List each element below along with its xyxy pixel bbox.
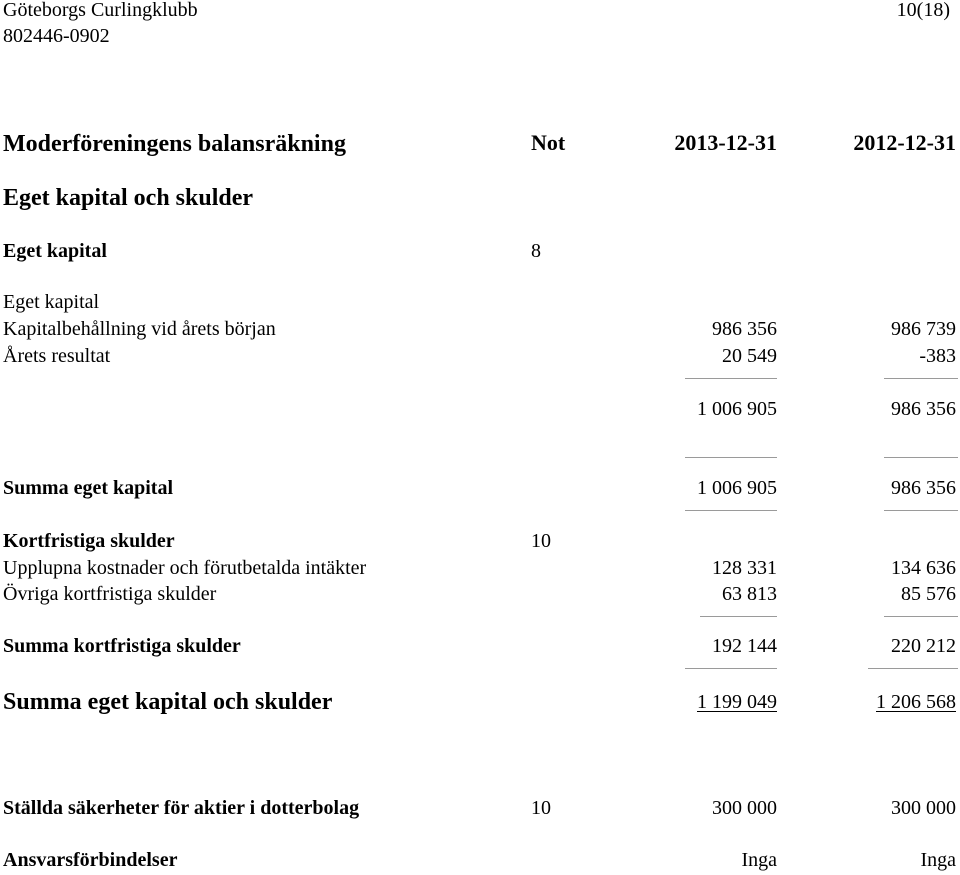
sum-rule (685, 378, 777, 379)
value-2013: 986 356 (712, 318, 777, 340)
sum-rule (884, 510, 958, 511)
pledged-assets-note: 10 (531, 797, 551, 819)
sum-rule (868, 668, 958, 669)
equity-total-2012: 986 356 (891, 477, 956, 499)
value-2013: 63 813 (722, 583, 777, 605)
grand-total-2012: 1 206 568 (876, 691, 956, 713)
pledged-assets-2013: 300 000 (712, 797, 777, 819)
column-header-2012: 2012-12-31 (853, 130, 956, 155)
row-label: Övriga kortfristiga skulder (3, 583, 217, 605)
equity-total-label: Summa eget kapital (3, 477, 173, 499)
short-term-total-2013: 192 144 (712, 635, 777, 657)
grand-total-label: Summa eget kapital och skulder (3, 689, 333, 715)
sum-rule (884, 378, 958, 379)
pledged-assets-label: Ställda säkerheter för aktier i dotterbolag (3, 797, 360, 819)
equity-note: 8 (531, 240, 541, 262)
equity-subheading: Eget kapital (3, 291, 100, 313)
equity-subtotal-2013: 1 006 905 (697, 398, 777, 420)
value-2012: 85 576 (901, 583, 956, 605)
contingent-liabilities-2013: Inga (741, 849, 777, 871)
short-term-note: 10 (531, 530, 551, 552)
section-title: Eget kapital och skulder (3, 185, 254, 211)
value-2012: 986 739 (891, 318, 956, 340)
value-2012: -383 (919, 345, 956, 367)
page-number: 10(18) (896, 0, 950, 21)
sum-rule (700, 616, 777, 617)
value-2013: 128 331 (712, 557, 777, 579)
sum-rule (685, 668, 777, 669)
equity-total-2013: 1 006 905 (697, 477, 777, 499)
equity-subtotal-2012: 986 356 (891, 398, 956, 420)
row-label: Upplupna kostnader och förutbetalda intäkter (3, 557, 367, 579)
contingent-liabilities-label: Ansvarsförbindelser (3, 849, 178, 871)
pledged-assets-2012: 300 000 (891, 797, 956, 819)
organization-number: 802446-0902 (3, 25, 110, 47)
value-2012: 134 636 (891, 557, 956, 579)
note-column-header: Not (531, 130, 566, 155)
sum-rule (685, 457, 777, 458)
row-label: Årets resultat (3, 345, 111, 367)
report-title: Moderföreningens balansräkning (3, 131, 346, 157)
equity-heading: Eget kapital (3, 240, 107, 262)
sum-rule (884, 616, 958, 617)
sum-rule (685, 510, 777, 511)
grand-total-2013: 1 199 049 (697, 691, 777, 713)
row-label: Kapitalbehållning vid årets början (3, 318, 276, 340)
value-2013: 20 549 (722, 345, 777, 367)
sum-rule (884, 457, 958, 458)
short-term-total-2012: 220 212 (891, 635, 956, 657)
short-term-heading: Kortfristiga skulder (3, 530, 175, 552)
contingent-liabilities-2012: Inga (920, 849, 956, 871)
column-header-2013: 2013-12-31 (674, 130, 777, 155)
organization-name: Göteborgs Curlingklubb (3, 0, 198, 21)
short-term-total-label: Summa kortfristiga skulder (3, 635, 241, 657)
